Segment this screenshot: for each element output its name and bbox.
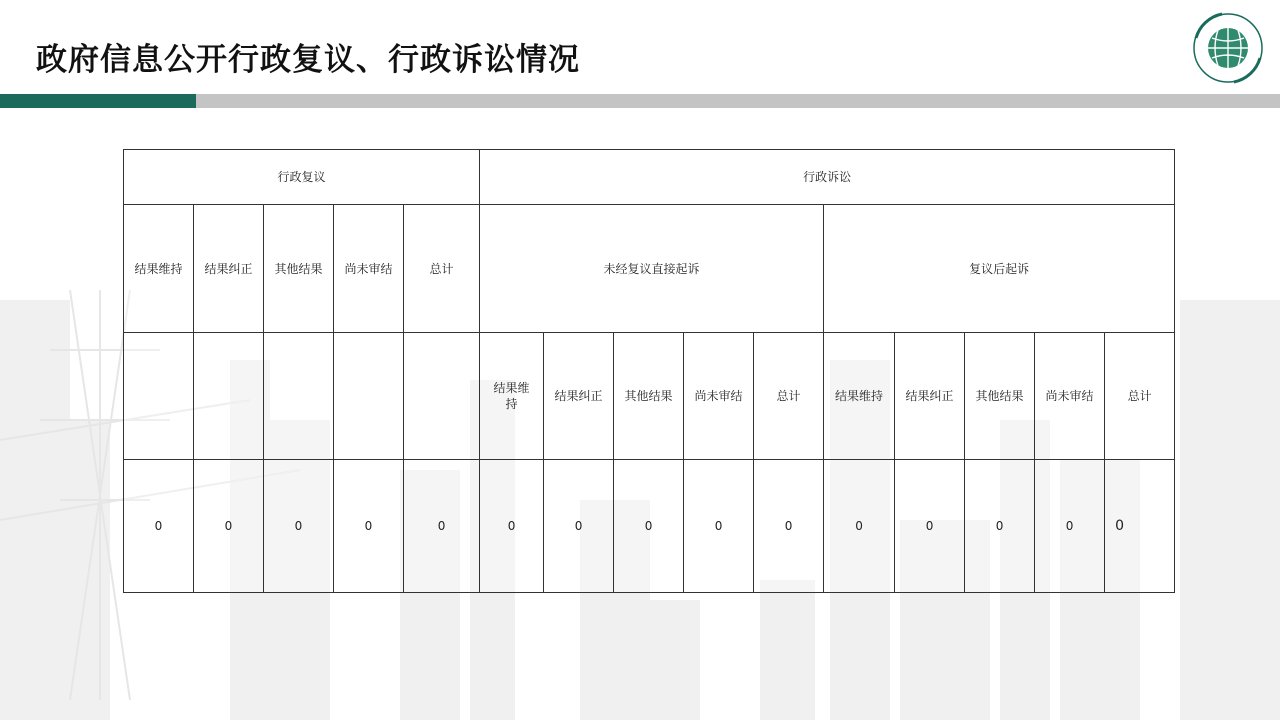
header-divider-bar: [196, 94, 1280, 108]
value-cell: 0: [124, 460, 194, 593]
col-header: 其他结果: [264, 205, 334, 333]
value-cell: 0: [264, 460, 334, 593]
empty-cell: [194, 333, 264, 460]
group-header-litigation: 行政诉讼: [480, 150, 1175, 205]
group-header-reconsideration: 行政复议: [124, 150, 480, 205]
subgroup-header-direct: 未经复议直接起诉: [480, 205, 824, 333]
col-header: 结果维持: [124, 205, 194, 333]
col-header: 其他结果: [965, 333, 1035, 460]
col-header: 总计: [404, 205, 480, 333]
state-grid-logo: [1182, 8, 1272, 88]
col-header: 总计: [754, 333, 824, 460]
value-cell: 0: [480, 460, 544, 593]
col-header: 结果纠正: [194, 205, 264, 333]
value-cell: 0: [895, 460, 965, 593]
col-header: 尚未审结: [684, 333, 754, 460]
empty-cell: [334, 333, 404, 460]
value-cell: 0: [404, 460, 480, 593]
col-header: 结果维持: [824, 333, 895, 460]
header-accent-bar: [0, 94, 196, 108]
empty-cell: [264, 333, 334, 460]
value-cell: 0: [824, 460, 895, 593]
page-title: 政府信息公开行政复议、行政诉讼情况: [36, 42, 580, 78]
empty-cell: [124, 333, 194, 460]
subgroup-header-after: 复议后起诉: [824, 205, 1175, 333]
col-header: 结果纠正: [544, 333, 614, 460]
col-header: 结果纠正: [895, 333, 965, 460]
col-header: 总计: [1105, 333, 1175, 460]
value-cell: 0: [544, 460, 614, 593]
empty-cell: [404, 333, 480, 460]
value-cell: 0: [1105, 460, 1175, 593]
col-header: 结果维 持: [480, 333, 544, 460]
value-cell: 0: [194, 460, 264, 593]
value-cell: 0: [684, 460, 754, 593]
col-header: 其他结果: [614, 333, 684, 460]
value-cell: 0: [614, 460, 684, 593]
statistics-table: [123, 149, 1175, 593]
value-cell: 0: [965, 460, 1035, 593]
col-header: 尚未审结: [1035, 333, 1105, 460]
value-cell: 0: [754, 460, 824, 593]
value-cell: 0: [334, 460, 404, 593]
col-header: 尚未审结: [334, 205, 404, 333]
value-cell: 0: [1035, 460, 1105, 593]
